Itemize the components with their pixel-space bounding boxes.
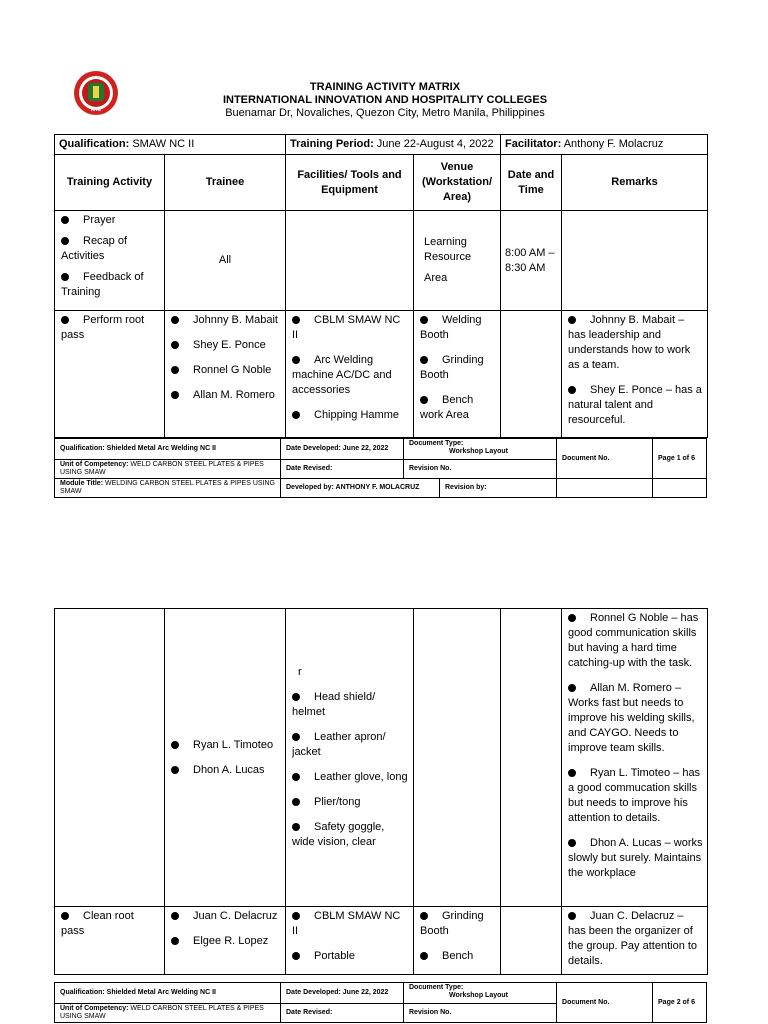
date-time-cell (501, 609, 562, 907)
remarks-cell: Juan C. Delacruz – has been the organizer of the group. Pay attention to details. (562, 907, 708, 975)
institution-address: Buenamar Dr, Novaliches, Quezon City, Metro Manila, Philippines (225, 107, 545, 119)
training-matrix-table-continued (54, 608, 708, 975)
facilities-cell: CBLM SMAW NC II Portable (286, 907, 414, 975)
trainee-cell: All (165, 211, 286, 311)
bullet-icon (420, 356, 428, 364)
trainee-cell: Johnny B. Mabait Shey E. Ponce Ronnel G Noble Allan M. Romero (165, 311, 286, 438)
date-time-cell (501, 311, 562, 438)
col-header-venue: Venue (Workstation/ Area) (414, 155, 501, 211)
bullet-icon (292, 823, 300, 831)
bullet-icon (61, 237, 69, 245)
bullet-icon (292, 356, 300, 364)
bullet-icon (171, 937, 179, 945)
bullet-icon (292, 912, 300, 920)
bullet-icon (292, 411, 300, 419)
date-time-cell (501, 907, 562, 975)
bullet-icon (568, 839, 576, 847)
page-number: Page 2 of 6 (658, 998, 695, 1006)
col-header-activity: Training Activity (55, 155, 165, 211)
institution-logo (73, 70, 119, 116)
bullet-icon (568, 386, 576, 394)
training-period-cell: Training Period: June 22-August 4, 2022 (286, 135, 501, 155)
bullet-icon (568, 769, 576, 777)
activity-cell (55, 609, 165, 907)
bullet-icon (171, 741, 179, 749)
bullet-icon (292, 952, 300, 960)
trainee-cell: Ryan L. Timoteo Dhon A. Lucas (165, 609, 286, 907)
bullet-icon (420, 912, 428, 920)
facilitator-cell: Facilitator: Anthony F. Molacruz (501, 135, 708, 155)
bullet-icon (420, 396, 428, 404)
bullet-icon (292, 693, 300, 701)
bullet-icon (568, 316, 576, 324)
bullet-icon (568, 912, 576, 920)
table-row (55, 311, 708, 438)
venue-cell (414, 609, 501, 907)
bullet-icon (61, 273, 69, 281)
bullet-icon (61, 316, 69, 324)
facilities-cell: CBLM SMAW NC II Arc Welding machine AC/DC and accessories Chipping Hamme (286, 311, 414, 438)
col-header-facilities: Facilities/ Tools and Equipment (286, 155, 414, 211)
col-header-remarks: Remarks (562, 155, 708, 211)
bullet-icon (171, 341, 179, 349)
trainee-cell: Juan C. Delacruz Elgee R. Lopez (165, 907, 286, 975)
bullet-icon (420, 952, 428, 960)
activity-cell: Perform root pass (55, 311, 165, 438)
remarks-cell: Johnny B. Mabait – has leadership and understands how to work as a team. Shey E. Ponce – has a natural talent and resourceful. (562, 311, 708, 438)
bullet-icon (568, 614, 576, 622)
facilities-cell: r Head shield/ helmet Leather apron/ jacket Leather glove, long Plier/tong Safety goggle, wide vision, clear (286, 609, 414, 907)
bullet-icon (171, 366, 179, 374)
document-title: TRAINING ACTIVITY MATRIX (309, 81, 461, 93)
bullet-icon (171, 766, 179, 774)
logo-text: IIHC (91, 107, 101, 113)
activity-cell: Clean root pass (55, 907, 165, 975)
date-time-cell: 8:00 AM – 8:30 AM (501, 211, 562, 311)
bullet-icon (292, 316, 300, 324)
training-matrix-table (54, 134, 708, 438)
bullet-icon (292, 798, 300, 806)
venue-cell: Welding Booth Grinding Booth Bench work Area (414, 311, 501, 438)
col-header-trainee: Trainee (165, 155, 286, 211)
bullet-icon (61, 216, 69, 224)
col-header-date-time: Date and Time (501, 155, 562, 211)
bullet-icon (292, 733, 300, 741)
bullet-icon (420, 316, 428, 324)
activity-cell: Prayer Recap of Activities Feedback of Training (55, 211, 165, 311)
institution-name: INTERNATIONAL INNOVATION AND HOSPITALITY COLLEGES (222, 94, 548, 106)
bullet-icon (171, 316, 179, 324)
page-number: Page 1 of 6 (658, 454, 695, 462)
document-footer: Qualification: Shielded Metal Arc Welding NC II Date Developed: June 22, 2022 Document Type: Workshop Layout Document No. Page 1 of 6 Unit of Competency: WELD CARBON STEEL PLATES & PIPES USING SMAW Date Revised: Revision No. Module Title: WELDING CARBON STEEL PLATES & PIPES USING SMAW Developed by: ANTHONY F. MOLACRUZ Revision by: (54, 438, 707, 498)
venue-cell: Learning Resource Area (414, 211, 501, 311)
bullet-icon (171, 391, 179, 399)
venue-cell: Grinding Booth Bench (414, 907, 501, 975)
table-row (55, 211, 708, 311)
bullet-icon (171, 912, 179, 920)
bullet-icon (292, 773, 300, 781)
table-row (55, 907, 708, 975)
bullet-icon (568, 684, 576, 692)
remarks-cell (562, 211, 708, 311)
qualification-cell: Qualification: SMAW NC II (55, 135, 286, 155)
remarks-cell: Ronnel G Noble – has good communication skills but having a hard time catching-up with the task. Allan M. Romero – Works fast but needs to improve his welding skills, and CAYGO. Needs to improve team skills. Ryan L. Timoteo – has a good commucation skills but needs to improve his attention to details. Dhon A. Lucas – works slowly but surely. Maintains the workplace (562, 609, 708, 907)
bullet-icon (61, 912, 69, 920)
table-row (55, 609, 708, 907)
document-footer: Qualification: Shielded Metal Arc Welding NC II Date Developed: June 22, 2022 Document Type: Workshop Layout Document No. Page 2 of 6 Unit of Competency: WELD CARBON STEEL PLATES & PIPES USING SMAW Date Revised: Revision No. (54, 982, 707, 1023)
facilities-cell (286, 211, 414, 311)
